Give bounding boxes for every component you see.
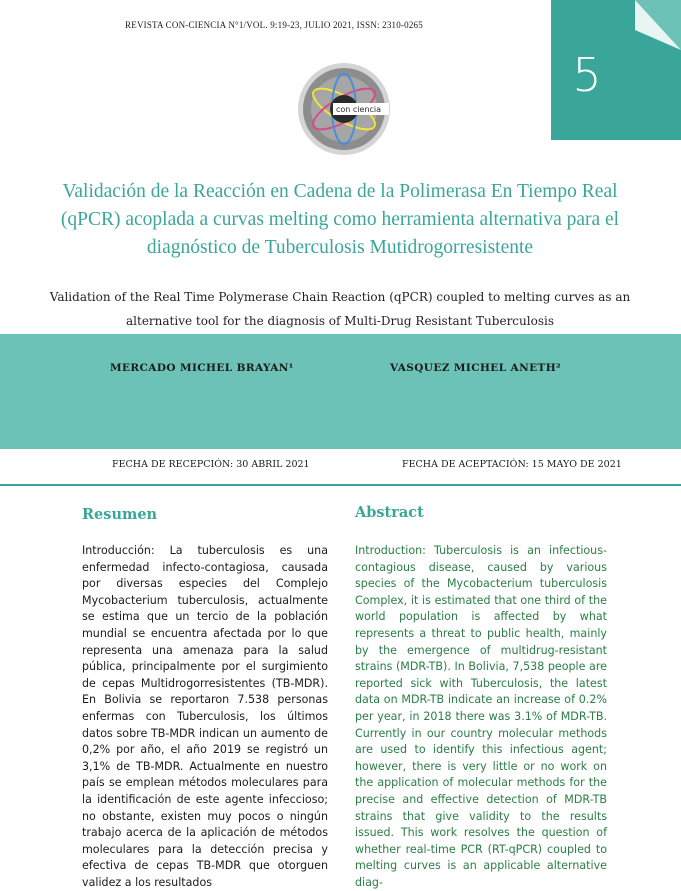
resumen-heading: Resumen xyxy=(82,506,158,523)
con-ciencia-logo xyxy=(297,62,391,156)
page-number-box xyxy=(551,0,681,140)
author-1: MERCADO MICHEL BRAYAN¹ xyxy=(110,362,294,374)
accepted-date: FECHA DE ACEPTACIÓN: 15 MAYO DE 2021 xyxy=(402,459,622,470)
article-title: Validación de la Reacción en Cadena de la Polimerasa En Tiempo Real (qPCR) acoplada a curvas melting como herramienta alternativa para el diagnóstico de Tuberculosis Mutidrogorresistente xyxy=(60,181,620,258)
received-date: FECHA DE RECEPCIÓN: 30 ABRIL 2021 xyxy=(112,459,310,470)
abstract-text: Introduction: Tuberculosis is an infectious-contagious disease, caused by various species of the Mycobacterium tuberculosis Complex, it is estimated that one third of the world population is affected by what represents a threat to public health, mainly by the emergence of multidrug-resistant strains (MDR-TB). In Bolivia, 7,538 people are reported sick with Tuberculosis, the latest data on MDR-TB indicate an increase of 0.2% per year, in 2018 there was 3.1% of MDR-TB. Currently in our country molecular methods are used to identify this infectious agent; however, there is very little or no work on the application of molecular methods for the precise and effective detection of MDR-TB strains that give validity to the results issued. This work resolves the question of whether real-time PCR (RT-qPCR) coupled to melting curves is an applicable alternative diag- xyxy=(355,544,607,889)
section-divider xyxy=(0,484,681,486)
author-2: VASQUEZ MICHEL ANETH² xyxy=(390,362,562,374)
article-subtitle: Validation of the Real Time Polymerase Chain Reaction (qPCR) coupled to melting curves as an alternative tool for the diagnosis of Multi-Drug Resistant Tuberculosis xyxy=(49,290,631,328)
logo-text: con ciencia xyxy=(336,105,382,114)
page-number: 5 xyxy=(572,48,602,102)
journal-header: REVISTA CON-CIENCIA N°1/VOL. 9:19-23, JULIO 2021, ISSN: 2310-0265 xyxy=(125,20,423,30)
abstract-heading: Abstract xyxy=(355,504,424,521)
resumen-text: Introducción: La tuberculosis es una enfermedad infecto-contagiosa, causada por diversas especies del Complejo Mycobacterium tuberculosis, actualmente se estima que un tercio de la población mundial se encuentra afectada por lo que representa una amenaza para la salud pública, principalmente por el surgimiento de cepas Multidrogorresistentes (TB-MDR). En Bolivia se reportaron 7.538 personas enfermas con Tuberculosis, los últimos datos sobre TB-MDR indican un aumento de 0,2% por año, el año 2019 se registró un 3,1% de TB-MDR. Actualmente en nuestro país se emplean métodos moleculares para la identificación de este agente infeccioso; no obstante, existen muy pocos o ningún trabajo acerca de la aplicación de métodos moleculares para la detección precisa y efectiva de cepas TB-MDR que otorguen validez a los resultados xyxy=(82,544,328,889)
authors-band xyxy=(0,334,681,449)
